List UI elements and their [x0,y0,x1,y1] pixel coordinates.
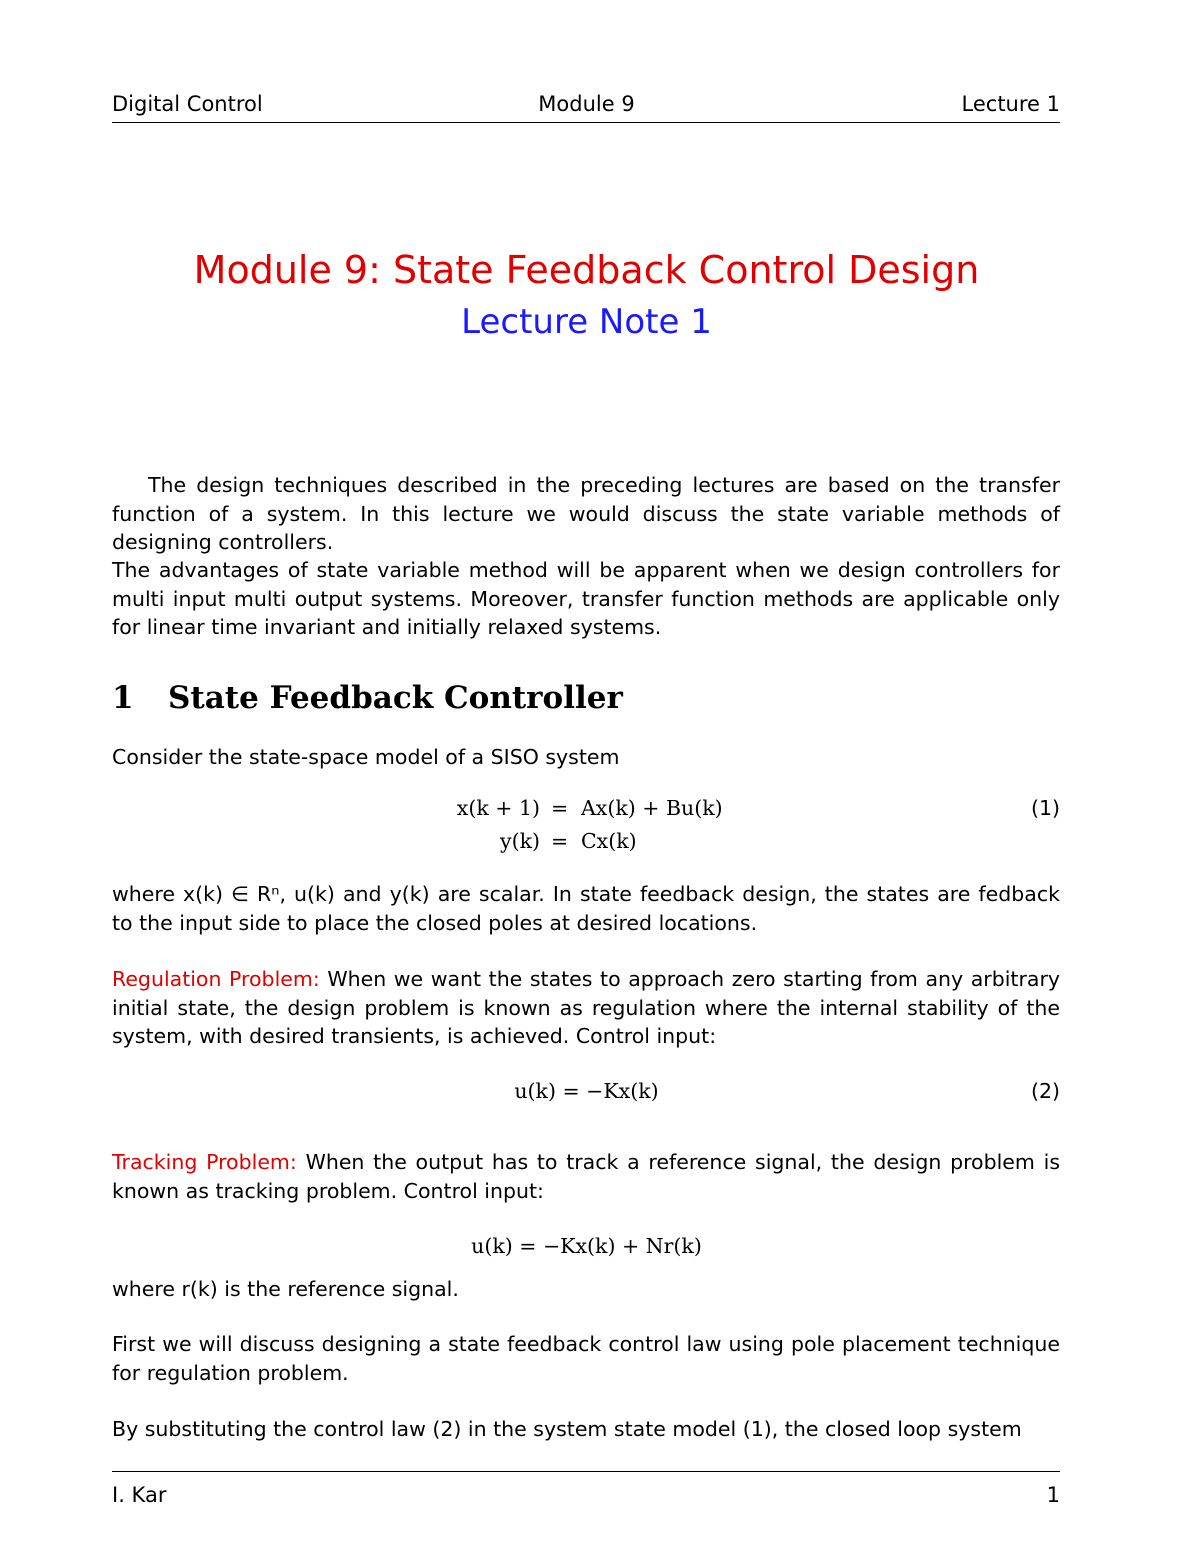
page-title: Module 9: State Feedback Control Design [193,248,980,292]
regulation-paragraph [112,965,1060,1051]
page-subtitle: Lecture Note 1 [461,302,712,342]
tracking-label: Tracking Problem: [112,1150,297,1174]
footer-author: I. Kar [112,1483,167,1507]
eq3: u(k) = −Kx(k) + Nr(k) [471,1234,702,1258]
section-heading [112,680,623,716]
regulation-text: When we want the states to approach zero starting from any arbitrary initial state, the design problem is known as regulation where the internal stability of the system, with desired transients, is achieved. Control input: [112,967,1060,1048]
consider-text: Consider the state-space model of a SISO system [112,745,620,769]
section-number: 1 [112,680,134,716]
substitute-paragraph: By substituting the control law (2) in the system state model (1), the closed loop system [112,1417,1022,1441]
eq1-line2-rhs: Cx(k) [581,829,637,853]
eq1-line1-lhs: x(k + 1) [456,796,540,820]
tracking-text: When the output has to track a reference signal, the design problem is known as tracking problem. Control input: [112,1150,1061,1203]
eq2-label: (2) [1030,1079,1060,1103]
regulation-label: Regulation Problem: [112,967,320,991]
header-module: Module 9 [538,92,635,116]
footer-rule [112,1471,1060,1472]
header-course: Digital Control [112,92,263,116]
where-r-text: where r(k) is the reference signal. [112,1277,459,1301]
eq1-label: (1) [1030,796,1060,820]
section-title: State Feedback Controller [168,680,623,716]
header-lecture: Lecture 1 [961,92,1060,116]
eq1-line2-equals: = [551,829,569,853]
eq2: u(k) = −Kx(k) [514,1079,659,1103]
eq1-line2-lhs: y(k) [500,829,540,853]
intro-paragraph-1: The design techniques described in the preceding lectures are based on the transfer function of a system. In this lecture we would discuss the state variable methods of designing controllers. [112,473,1060,554]
header-rule [112,122,1060,123]
tracking-paragraph [112,1148,1060,1205]
eq1-line1-rhs: Ax(k) + Bu(k) [581,796,723,820]
eq1-line1-equals: = [551,796,569,820]
footer-page-number: 1 [1046,1483,1060,1507]
intro-paragraph-2: The advantages of state variable method will be apparent when we design controllers for multi input multi output systems. Moreover, transfer function methods are applicable only for linear time invariant and initially relaxed systems. [112,558,1060,639]
first-paragraph: First we will discuss designing a state feedback control law using pole placement technique for regulation problem. [112,1332,1060,1385]
where-paragraph: where x(k) ∈ Rⁿ, u(k) and y(k) are scalar. In state feedback design, the states are fedback to the input side to place the closed poles at desired locations. [112,882,1060,935]
